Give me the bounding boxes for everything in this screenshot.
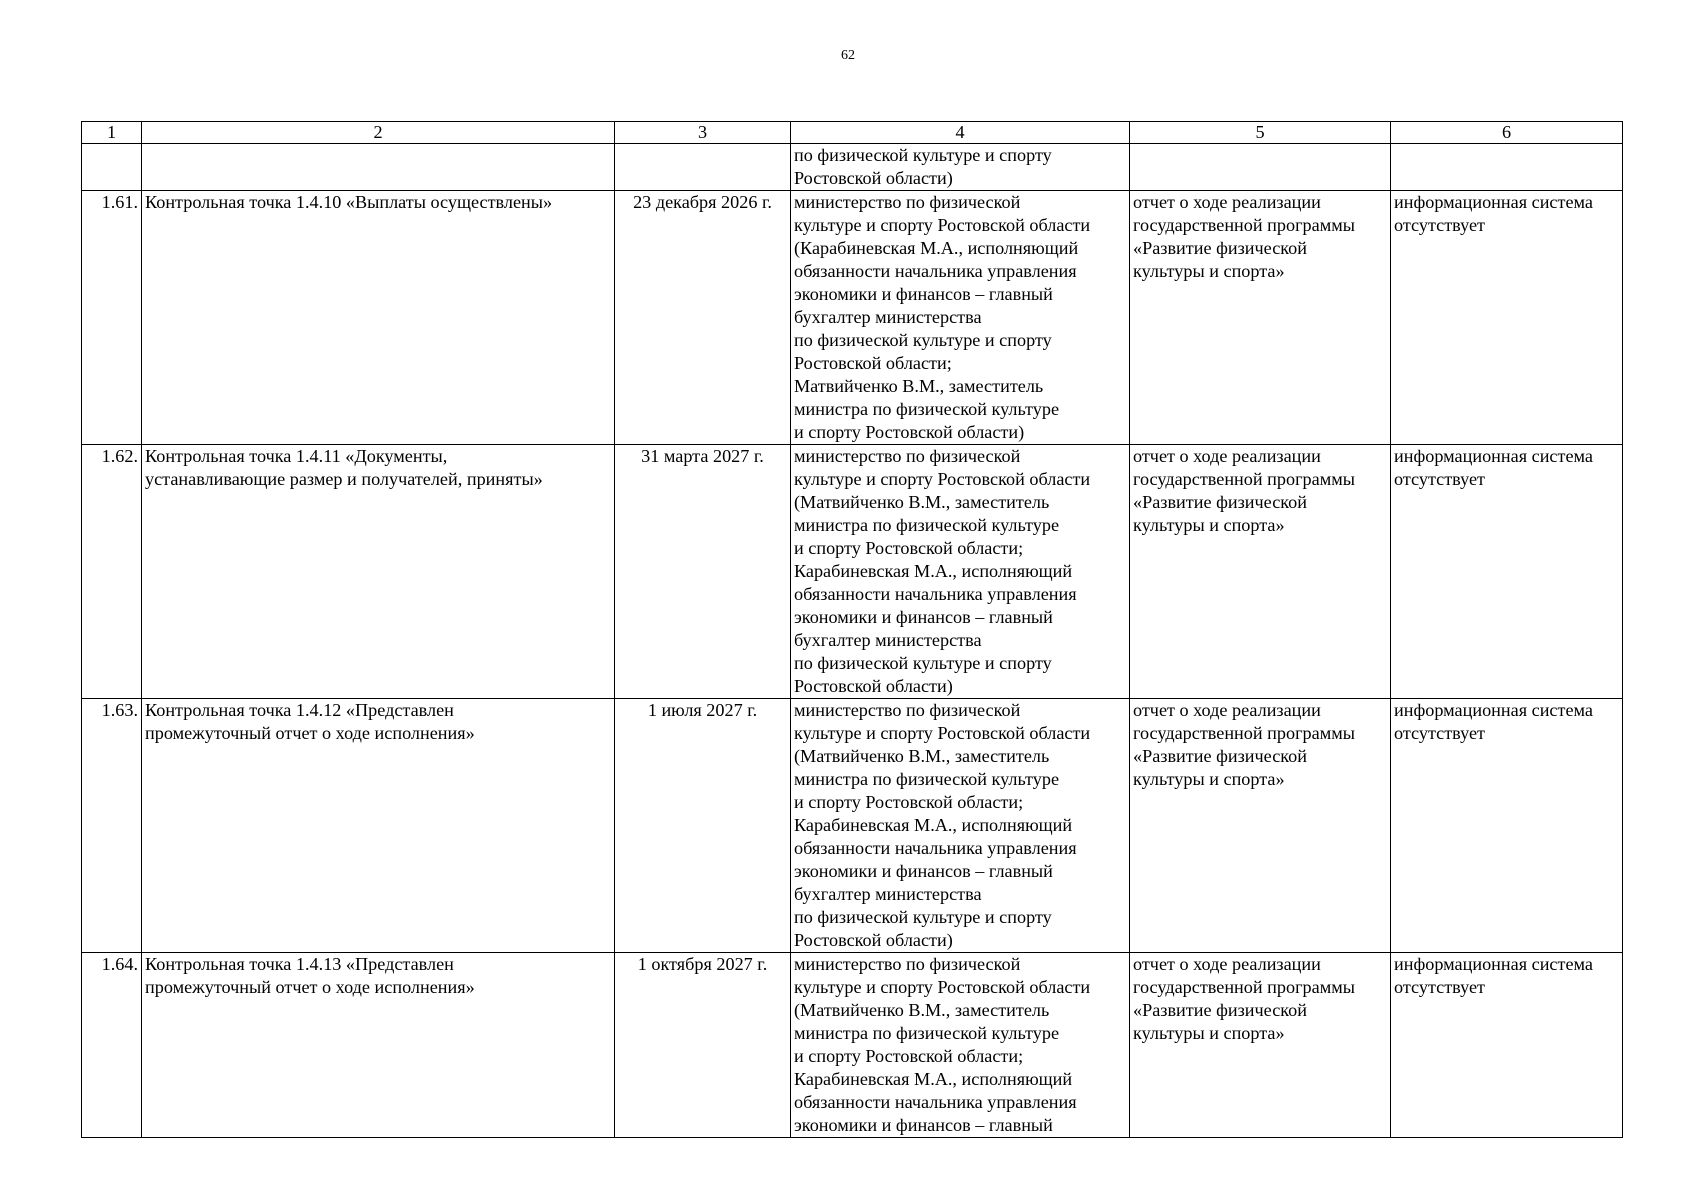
control-point-name: Контрольная точка 1.4.10 «Выплаты осуществлены» xyxy=(142,191,615,445)
header-cell: 5 xyxy=(1130,122,1391,144)
confirming-document xyxy=(1130,144,1391,191)
row-number: 1.64. xyxy=(82,953,142,1138)
information-system xyxy=(1391,144,1623,191)
information-system: информационная система отсутствует xyxy=(1391,445,1623,699)
deadline-date: 31 марта 2027 г. xyxy=(615,445,791,699)
information-system: информационная система отсутствует xyxy=(1391,953,1623,1138)
responsible-executor: министерство по физической культуре и спорту Ростовской области (Карабиневская М.А., исполняющий обязанности начальника управления экономики и финансов – главный бухгалтер министерства по физической культуре и спорту Ростовской области; Матвийченко В.М., заместитель министра по физической культуре и спорту Ростовской области) xyxy=(791,191,1130,445)
control-point-name: Контрольная точка 1.4.13 «Представлен промежуточный отчет о ходе исполнения» xyxy=(142,953,615,1138)
header-cell: 3 xyxy=(615,122,791,144)
table-row xyxy=(82,191,1623,445)
page-number: 62 xyxy=(841,48,855,63)
confirming-document: отчет о ходе реализации государственной программы «Развитие физической культуры и спорта» xyxy=(1130,699,1391,953)
information-system: информационная система отсутствует xyxy=(1391,699,1623,953)
control-point-name: Контрольная точка 1.4.11 «Документы, устанавливающие размер и получателей, приняты» xyxy=(142,445,615,699)
table-row xyxy=(82,144,1623,191)
header-cell: 1 xyxy=(82,122,142,144)
control-point-name xyxy=(142,144,615,191)
table-row xyxy=(82,445,1623,699)
responsible-executor: министерство по физической культуре и спорту Ростовской области (Матвийченко В.М., заместитель министра по физической культуре и спорту Ростовской области; Карабиневская М.А., исполняющий обязанности начальника управления экономики и финансов – главный бухгалтер министерства по физической культуре и спорту Ростовской области) xyxy=(791,445,1130,699)
header-cell: 6 xyxy=(1391,122,1623,144)
deadline-date: 23 декабря 2026 г. xyxy=(615,191,791,445)
table-header-row xyxy=(82,122,1623,144)
header-cell: 4 xyxy=(791,122,1130,144)
row-number: 1.62. xyxy=(82,445,142,699)
table-row xyxy=(82,699,1623,953)
table-row xyxy=(82,953,1623,1138)
header-cell: 2 xyxy=(142,122,615,144)
confirming-document: отчет о ходе реализации государственной программы «Развитие физической культуры и спорта» xyxy=(1130,445,1391,699)
deadline-date xyxy=(615,144,791,191)
row-number: 1.63. xyxy=(82,699,142,953)
information-system: информационная система отсутствует xyxy=(1391,191,1623,445)
control-point-name: Контрольная точка 1.4.12 «Представлен промежуточный отчет о ходе исполнения» xyxy=(142,699,615,953)
responsible-executor: министерство по физической культуре и спорту Ростовской области (Матвийченко В.М., заместитель министра по физической культуре и спорту Ростовской области; Карабиневская М.А., исполняющий обязанности начальника управления экономики и финансов – главный xyxy=(791,953,1130,1138)
row-number: 1.61. xyxy=(82,191,142,445)
deadline-date: 1 октября 2027 г. xyxy=(615,953,791,1138)
confirming-document: отчет о ходе реализации государственной программы «Развитие физической культуры и спорта» xyxy=(1130,191,1391,445)
row-number xyxy=(82,144,142,191)
control-points-table xyxy=(81,121,1623,1138)
confirming-document: отчет о ходе реализации государственной программы «Развитие физической культуры и спорта» xyxy=(1130,953,1391,1138)
responsible-executor: министерство по физической культуре и спорту Ростовской области (Матвийченко В.М., заместитель министра по физической культуре и спорту Ростовской области; Карабиневская М.А., исполняющий обязанности начальника управления экономики и финансов – главный бухгалтер министерства по физической культуре и спорту Ростовской области) xyxy=(791,699,1130,953)
deadline-date: 1 июля 2027 г. xyxy=(615,699,791,953)
responsible-executor: по физической культуре и спорту Ростовской области) xyxy=(791,144,1130,191)
